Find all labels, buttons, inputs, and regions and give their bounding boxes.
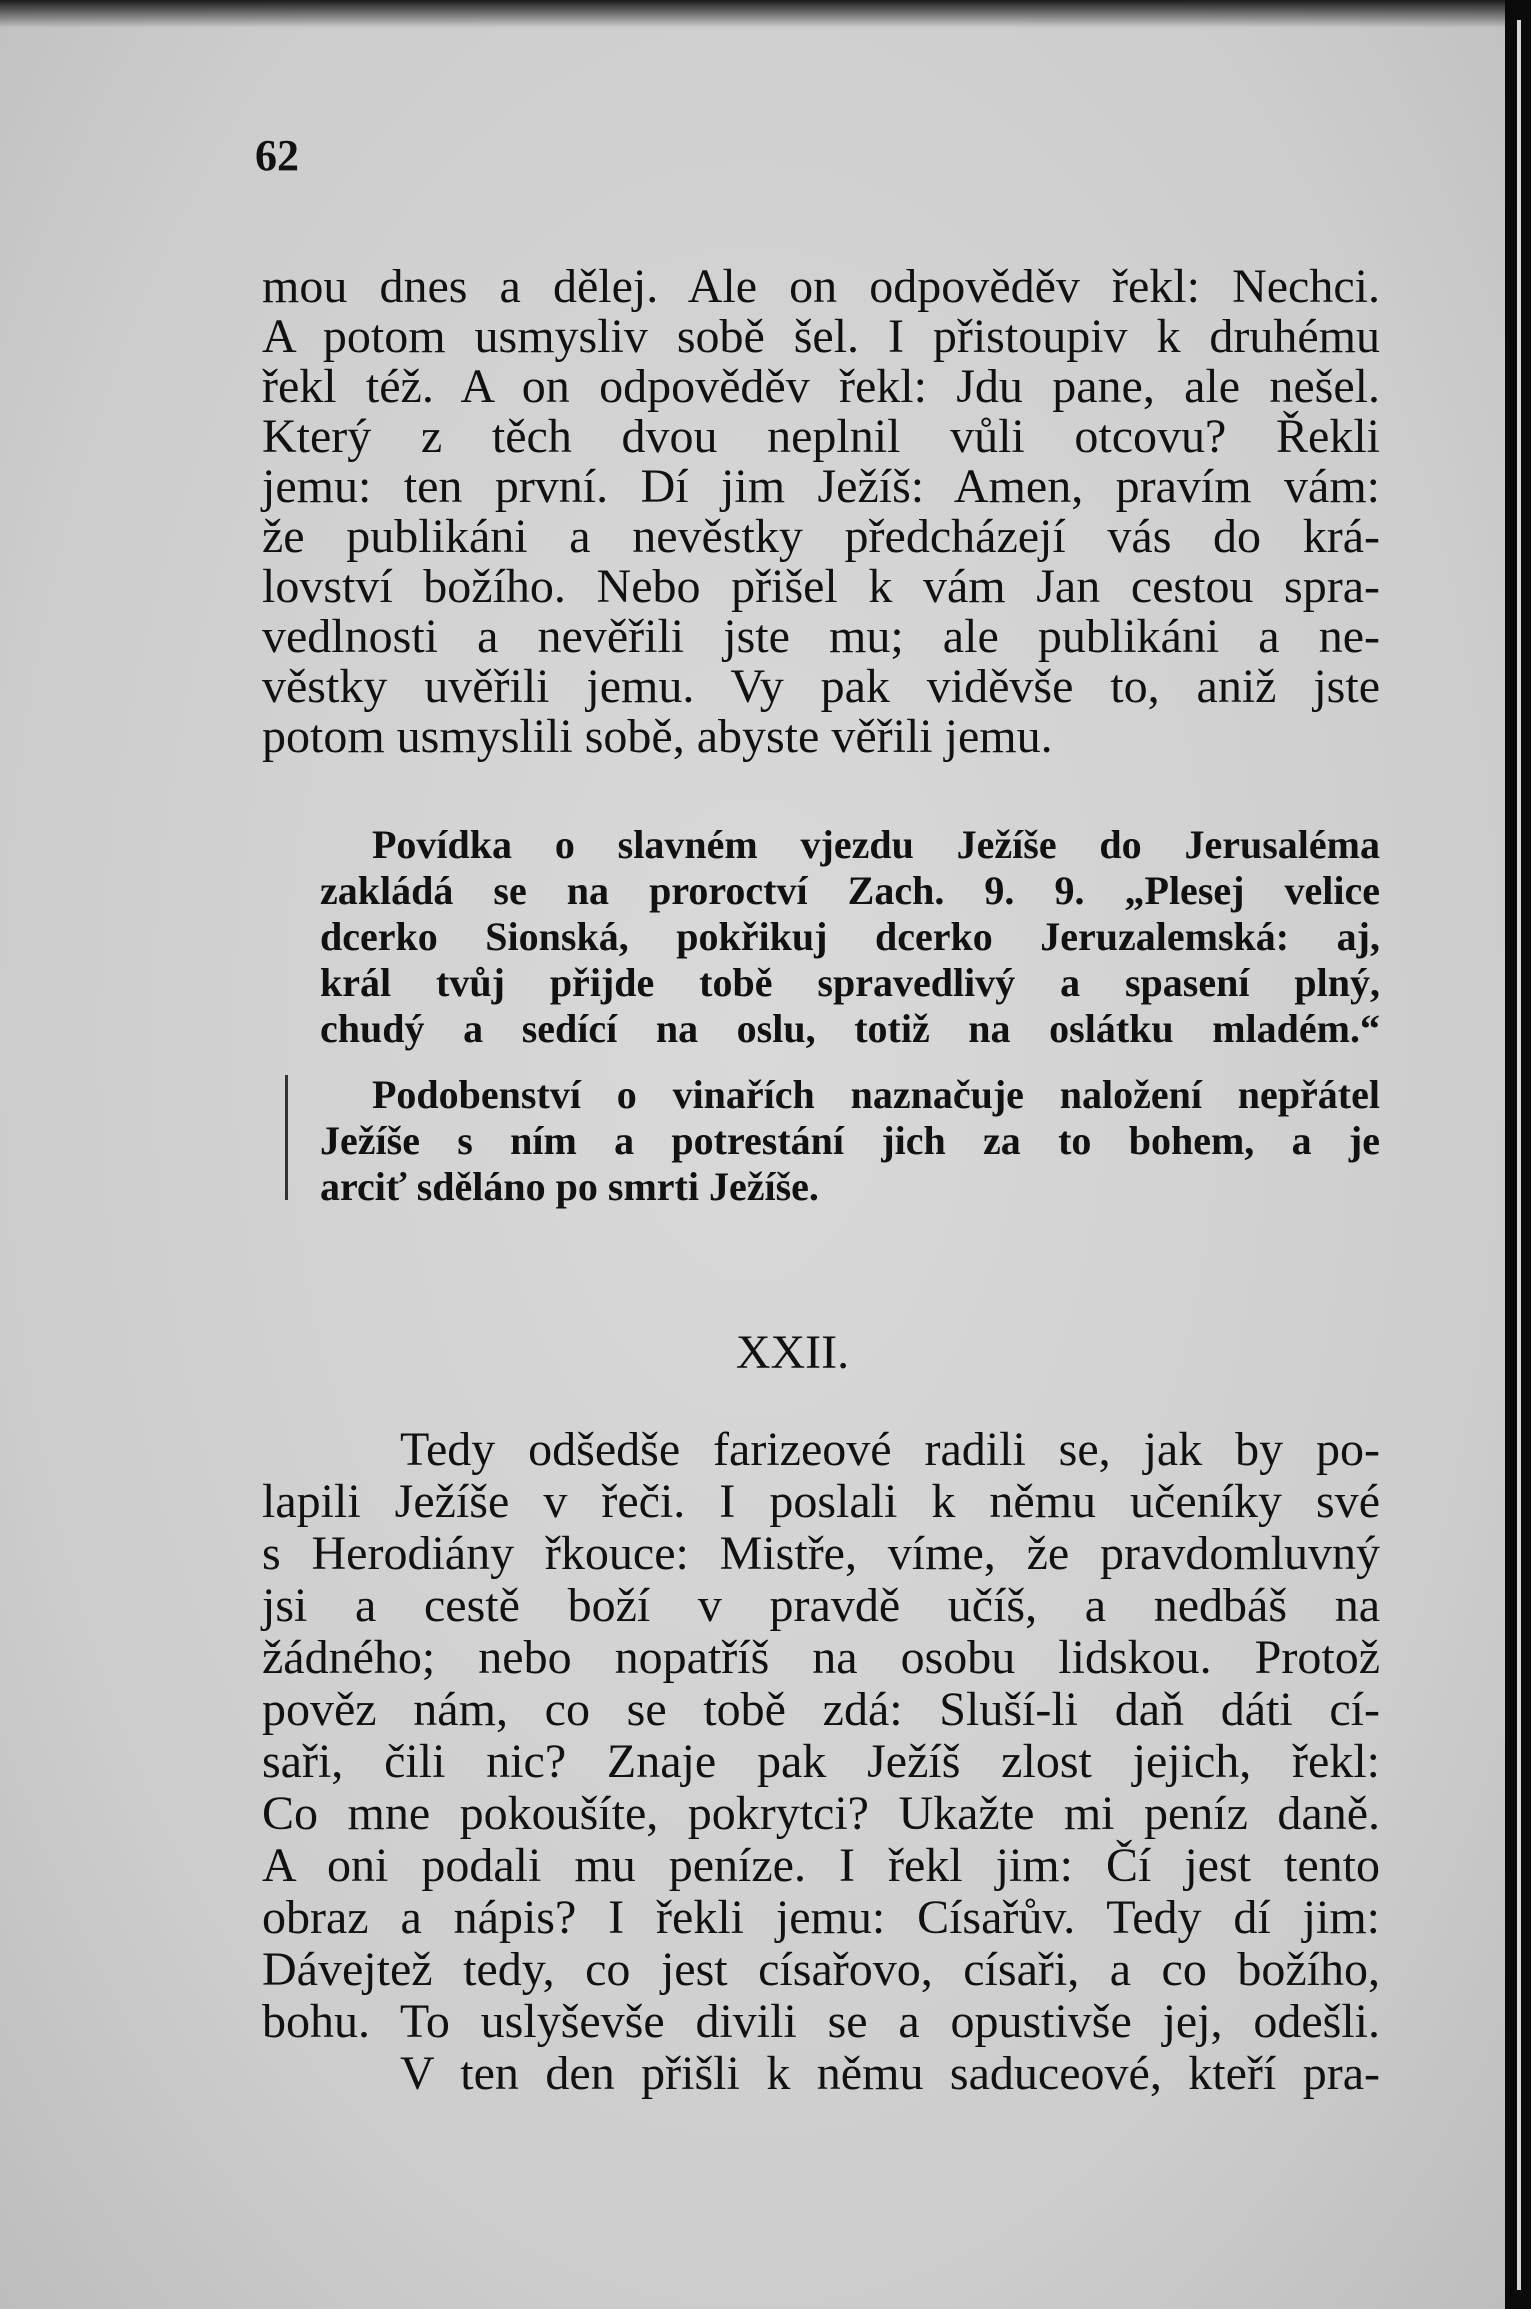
paragraph2-line: žádného; nebo nopatříš na osobu lidskou. Protož [262,1631,1380,1684]
note-line: Povídka o slavném vjezdu Ježíše do Jerusaléma [372,822,1380,867]
note-line: Ježíše s ním a potrestání jich za to bohem, a je [320,1118,1380,1163]
scan-right-border [1505,0,1531,2309]
paragraph2-line: Co mne pokoušíte, pokrytci? Ukažte mi peníz daně. [262,1787,1380,1840]
page-number: 62 [255,131,299,180]
paragraph1-line: A potom usmysliv sobě šel. I přistoupiv k druhému [262,310,1380,363]
paragraph2-line: obraz a nápis? I řekli jemu: Císařův. Tedy dí jim: [262,1891,1380,1944]
paragraph2-line: V ten den přišli k němu saduceové, kteří pra- [400,2047,1380,2100]
note-line: arciť sděláno po smrti Ježíše. [320,1164,819,1209]
scan-edge-rule [1517,20,1521,2290]
paragraph2-line: pověz nám, co se tobě zdá: Sluší-li daň dáti cí- [262,1683,1380,1736]
paragraph1-line: jemu: ten první. Dí jim Ježíš: Amen, pravím vám: [262,460,1380,513]
paragraph1-line: Který z těch dvou neplnil vůli otcovu? Řekli [262,410,1380,463]
scan-top-shadow [0,0,1505,28]
paragraph1-line: lovství božího. Nebo přišel k vám Jan cestou spra- [262,560,1380,613]
paragraph2-line: A oni podali mu peníze. I řekl jim: Čí jest tento [262,1839,1380,1892]
paragraph1-line: mou dnes a dělej. Ale on odpověděv řekl: Nechci. [262,260,1380,313]
paragraph1-line: vedlnosti a nevěřili jste mu; ale publikáni a ne- [262,610,1380,663]
paragraph1-line: řekl též. A on odpověděv řekl: Jdu pane, ale nešel. [262,360,1380,413]
note-line: zakládá se na proroctví Zach. 9. 9. „Plesej velice [320,868,1380,913]
paragraph2-line: Tedy odšedše farizeové radili se, jak by po- [400,1423,1380,1476]
paragraph2-line: bohu. To uslyševše divili se a opustivše jej, odešli. [262,1995,1380,2048]
paragraph2-line: lapili Ježíše v řeči. I poslali k němu učeníky své [262,1475,1380,1528]
paragraph1-line: potom usmyslili sobě, abyste věřili jemu. [262,710,1053,763]
paragraph2-line: s Herodiány řkouce: Mistře, víme, že pravdomluvný [262,1527,1380,1580]
note-line: chudý a sedící na oslu, totiž na oslátku mladém.“ [320,1006,1380,1051]
paragraph2-line: jsi a cestě boží v pravdě učíš, a nedbáš na [262,1579,1380,1632]
paragraph1-line: že publikáni a nevěstky předcházejí vás do krá- [262,510,1380,563]
margin-pencil-mark [285,1075,288,1200]
paragraph1-line: věstky uvěřili jemu. Vy pak viděvše to, aniž jste [262,660,1380,713]
chapter-heading: XXII. [735,1326,850,1379]
paragraph2-line: Dávejtež tedy, co jest císařovo, císaři, a co božího, [262,1943,1380,1996]
note-line: král tvůj přijde tobě spravedlivý a spasení plný, [320,960,1380,1005]
paragraph2-line: saři, čili nic? Znaje pak Ježíš zlost jejich, řekl: [262,1735,1380,1788]
note-line: Podobenství o vinařích naznačuje naložení nepřátel [372,1072,1380,1117]
note-line: dcerko Sionská, pokřikuj dcerko Jeruzalemská: aj, [320,914,1380,959]
